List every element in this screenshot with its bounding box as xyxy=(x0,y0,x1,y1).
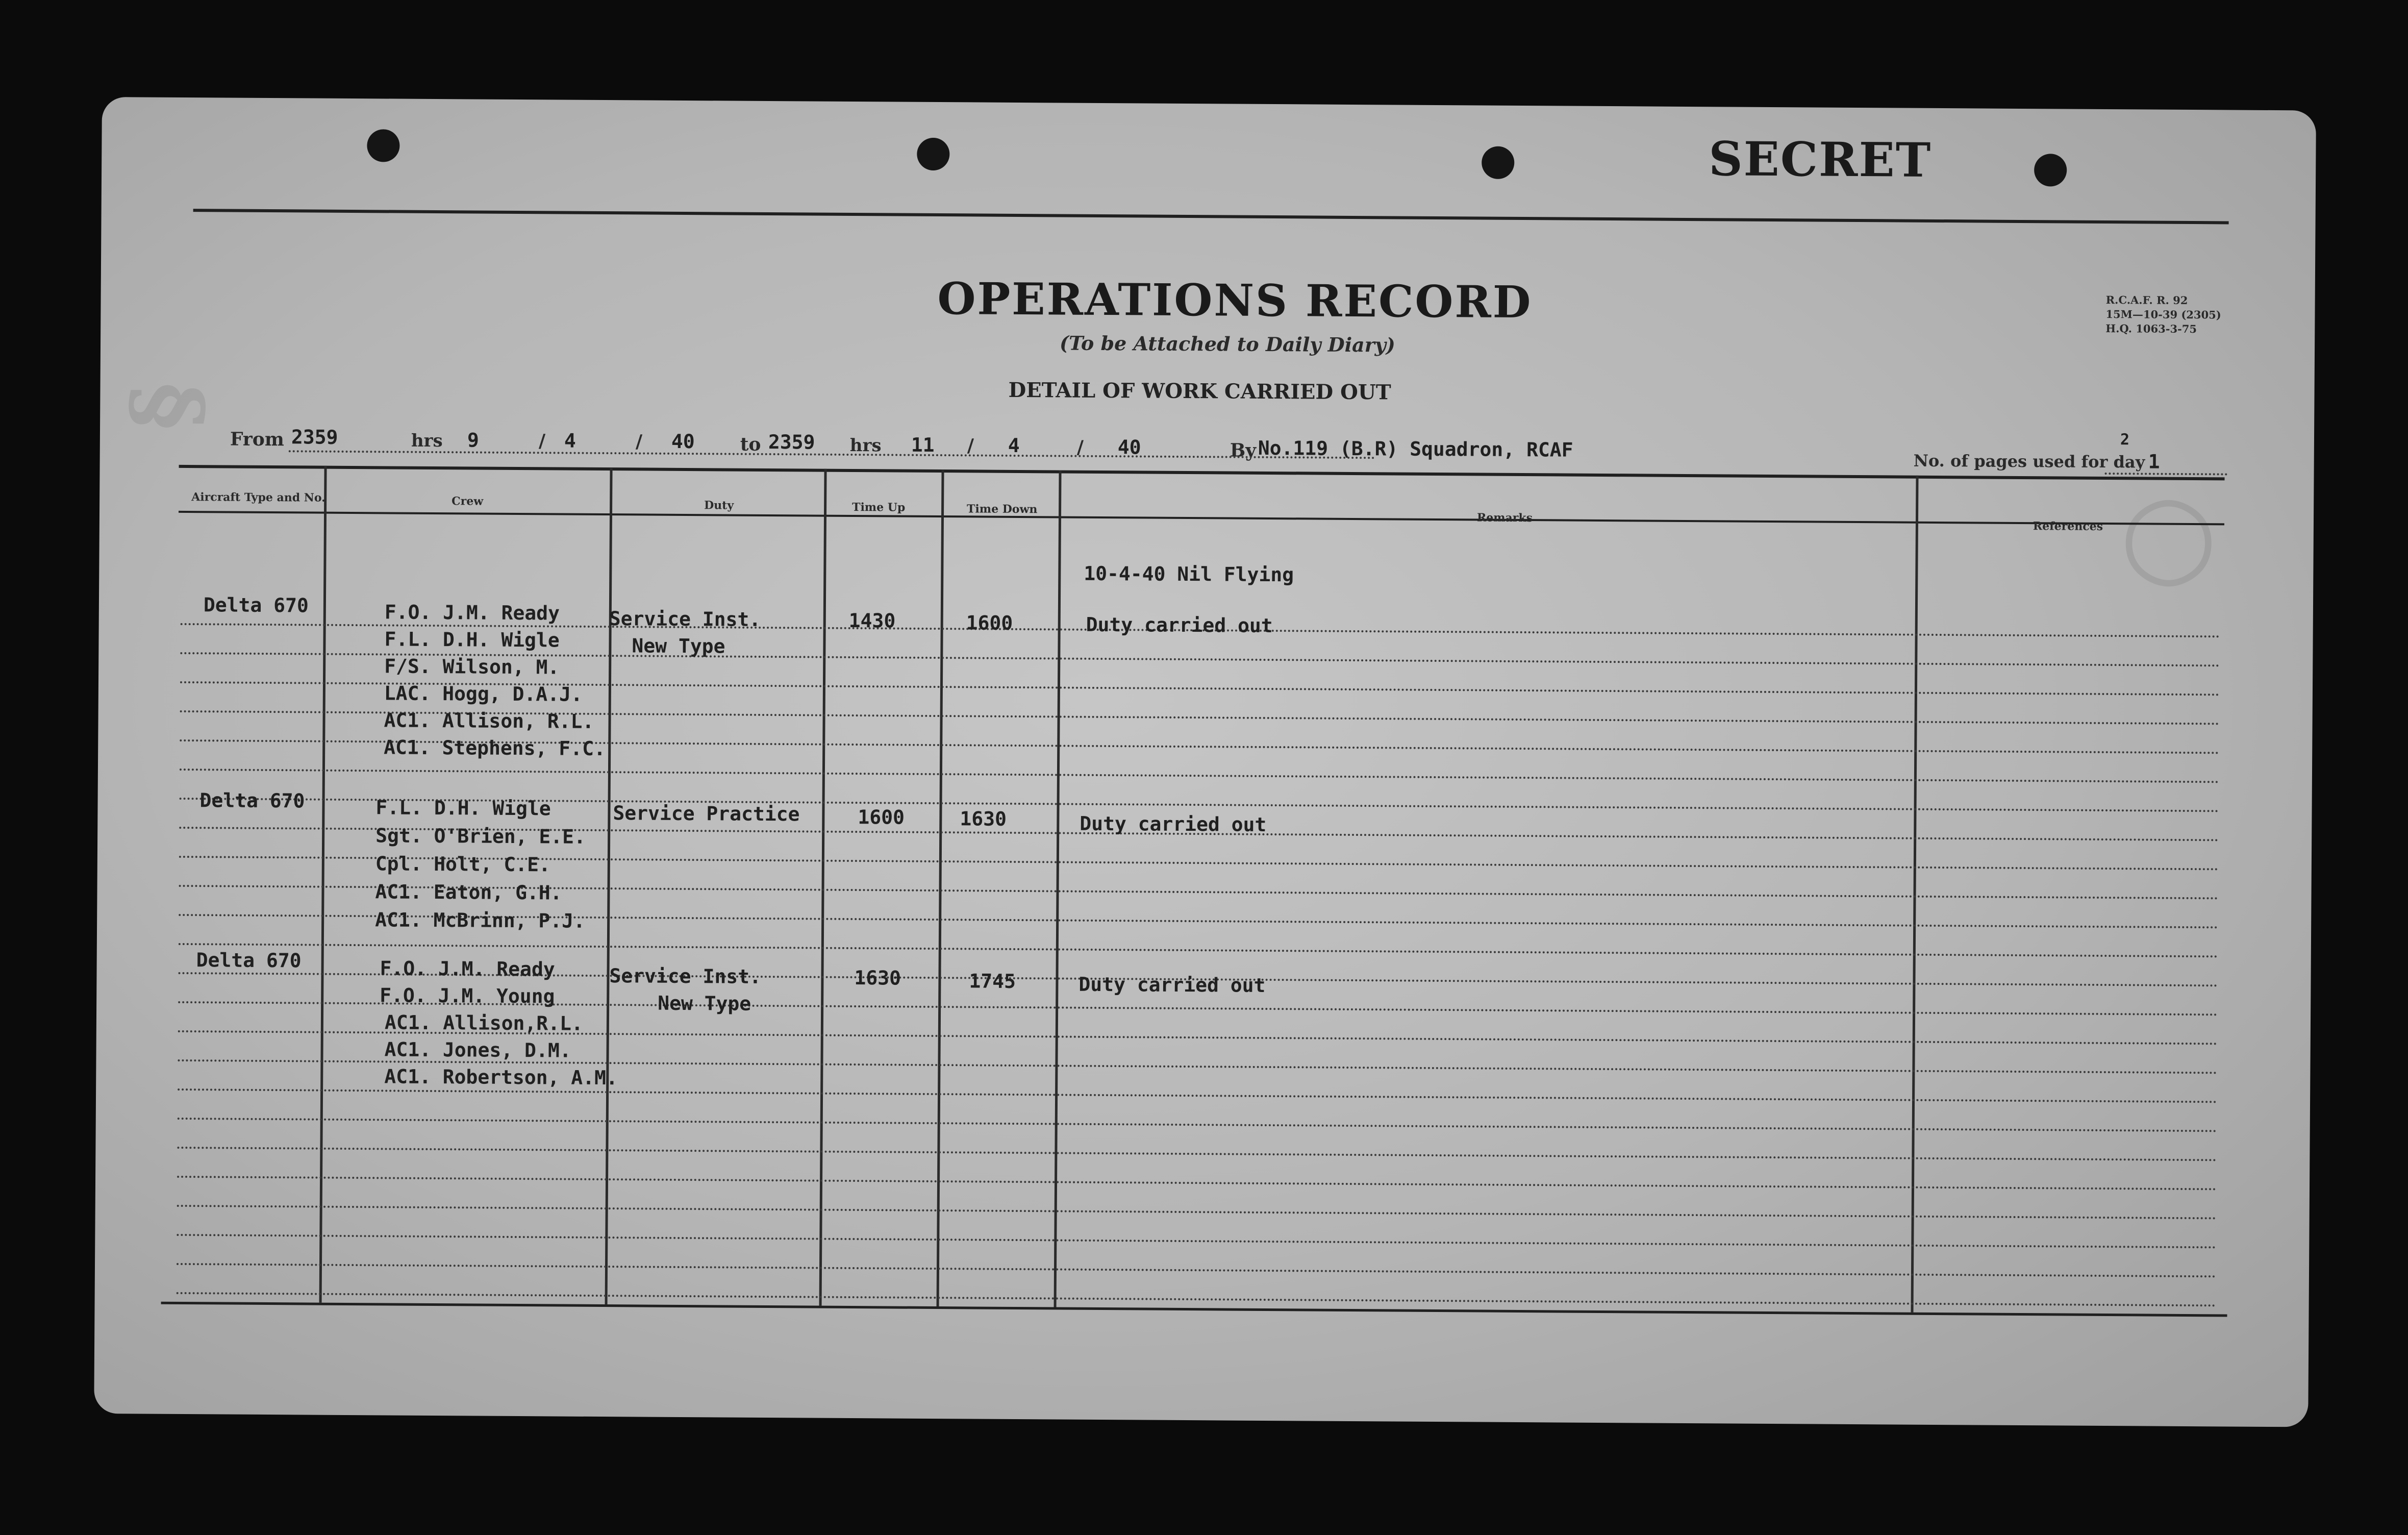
crew-list xyxy=(375,794,586,935)
remarks-cell: Duty carried out xyxy=(1078,973,1266,997)
duty-line: Service Inst. xyxy=(609,964,762,988)
crew-member: LAC. Hogg, D.A.J. xyxy=(384,682,583,706)
by-label: By xyxy=(1230,439,1257,461)
to-month: 4 xyxy=(1008,434,1020,457)
page-subtitle: (To be Attached to Daily Diary) xyxy=(1059,331,1395,357)
crew-member: F.L. D.H. Wigle xyxy=(384,628,560,652)
duty-line: Service Practice xyxy=(613,802,800,826)
pages-used-label: No. of pages used for day xyxy=(1913,451,2145,472)
section-title: DETAIL OF WORK CARRIED OUT xyxy=(1008,378,1391,405)
form-code: R.C.A.F. R. 92 xyxy=(2105,293,2188,307)
remarks-cell: Duty carried out xyxy=(1080,812,1267,836)
date-remark: 10-4-40 Nil Flying xyxy=(1084,562,1294,586)
column-header-duty: Duty xyxy=(704,499,734,512)
to-day: 11 xyxy=(911,433,935,456)
crew-member: Sgt. O'Brien, E.E. xyxy=(375,824,586,848)
crew-member: F.L. D.H. Wigle xyxy=(375,796,551,820)
punch-hole xyxy=(367,129,399,162)
crew-member: AC1. Robertson, A.M. xyxy=(384,1065,618,1090)
time-down-cell: 1600 xyxy=(966,611,1013,634)
column-header-time-down: Time Down xyxy=(967,502,1038,516)
to-label: to xyxy=(740,433,761,455)
crew-member: F.O. J.M. Ready xyxy=(384,601,560,625)
crew-member: AC1. Eaton, G.H. xyxy=(375,880,562,904)
pages-used-value: 1 xyxy=(2148,450,2160,473)
period-underline xyxy=(289,450,1375,459)
duty-line: New Type xyxy=(658,992,751,1015)
ghost-mark: § xyxy=(111,382,219,431)
ruled-lines xyxy=(102,97,2316,111)
top-rule xyxy=(193,209,2229,224)
secret-stamp: SECRET xyxy=(1708,131,1932,188)
from-day: 9 xyxy=(467,429,479,452)
time-down-cell: 1630 xyxy=(960,807,1007,830)
duty-cell xyxy=(609,605,761,660)
punch-hole xyxy=(1482,146,1514,179)
column-header-crew: Crew xyxy=(451,494,484,508)
crew-member: AC1. Allison, R.L. xyxy=(384,709,594,733)
aircraft-cell: Delta 670 xyxy=(203,593,309,617)
from-month: 4 xyxy=(564,429,576,452)
crew-member: AC1. Jones, D.M. xyxy=(384,1038,571,1062)
remarks-cell: Duty carried out xyxy=(1086,613,1273,637)
column-header-time-up: Time Up xyxy=(852,500,906,514)
date-slash: / xyxy=(1076,436,1084,458)
crew-member: Cpl. Holt, C.E. xyxy=(375,852,551,876)
duty-cell xyxy=(609,962,761,1018)
operations-record-card xyxy=(94,97,2316,1427)
crew-list xyxy=(379,955,618,1092)
form-code: 15M—10-39 (2305) xyxy=(2105,307,2221,321)
crew-member: F/S. Wilson, M. xyxy=(384,655,560,679)
crew-member: F.O. J.M. Young xyxy=(380,984,555,1008)
duty-cell xyxy=(613,802,799,825)
hrs-label: hrs xyxy=(849,435,882,456)
crew-member: AC1. Allison,R.L. xyxy=(384,1011,583,1035)
crew-list xyxy=(384,599,607,762)
crew-member: F.O. J.M. Ready xyxy=(380,957,555,981)
aircraft-cell: Delta 670 xyxy=(199,789,305,812)
column-header-remarks: Remarks xyxy=(1476,511,1533,525)
punch-hole xyxy=(917,138,949,170)
punch-hole xyxy=(2034,154,2067,186)
ghost-mark: ○ xyxy=(2119,466,2218,600)
form-code: H.Q. 1063-3-75 xyxy=(2105,321,2197,336)
hrs-label: hrs xyxy=(411,430,443,452)
duty-line: Service Inst. xyxy=(609,607,761,631)
duty-line: New Type xyxy=(632,634,725,658)
time-up-cell: 1600 xyxy=(858,806,905,829)
form-code-block xyxy=(2105,293,2221,336)
page-title: OPERATIONS RECORD xyxy=(937,273,1533,329)
crew-member: AC1. Stephens, F.C. xyxy=(384,736,606,760)
pages-used-note: 2 xyxy=(2120,431,2130,449)
from-label: From xyxy=(230,428,285,451)
time-up-cell: 1430 xyxy=(848,609,896,632)
squadron-unit: No.119 (B.R) Squadron, RCAF xyxy=(1258,436,1573,461)
date-slash: / xyxy=(635,431,643,453)
to-year: 40 xyxy=(1117,436,1141,459)
column-header-aircraft: Aircraft Type and No. xyxy=(191,490,325,505)
time-up-cell: 1630 xyxy=(854,967,901,989)
from-time: 2359 xyxy=(291,426,338,449)
from-year: 40 xyxy=(671,430,695,453)
to-time: 2359 xyxy=(768,430,815,454)
time-down-cell: 1745 xyxy=(969,970,1016,993)
crew-member: AC1. McBrinn, P.J. xyxy=(375,908,586,932)
date-slash: / xyxy=(967,435,974,457)
column-header-references: References xyxy=(2033,519,2103,533)
date-slash: / xyxy=(538,430,546,452)
aircraft-cell: Delta 670 xyxy=(196,949,302,972)
